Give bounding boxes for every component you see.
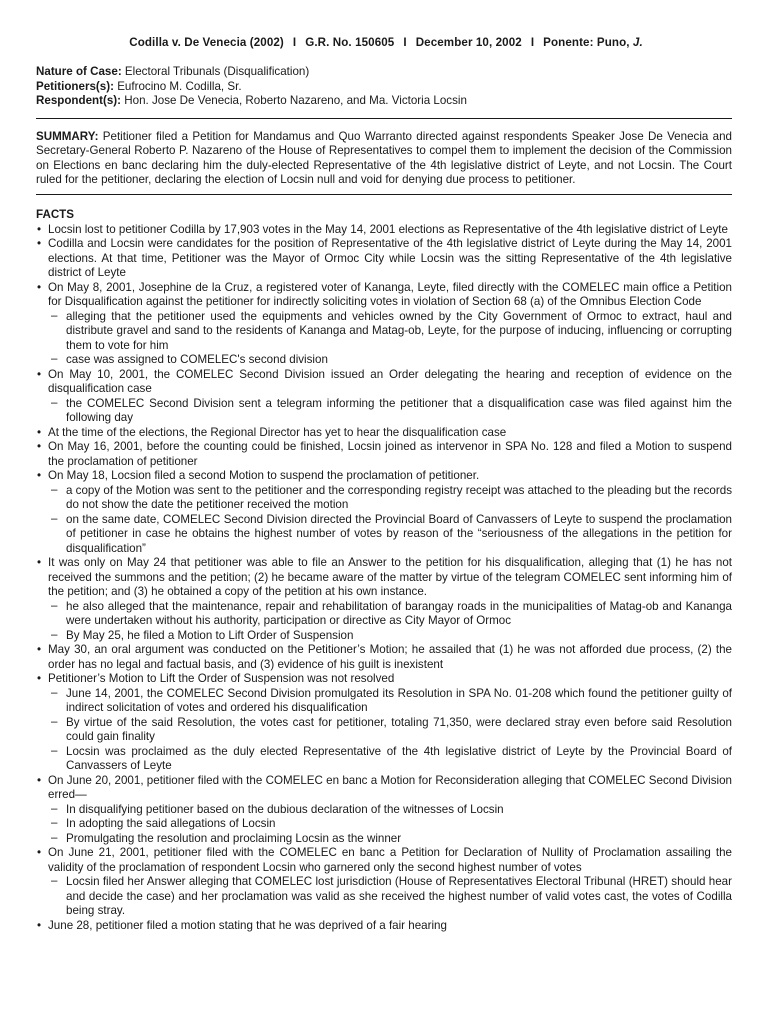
- nature-value: Electoral Tribunals (Disqualification): [124, 65, 310, 78]
- fact-item: [36, 368, 732, 426]
- fact-item: [36, 919, 732, 934]
- divider: [36, 118, 732, 119]
- fact-item: [36, 223, 732, 238]
- fact-subitem: – a copy of the Motion was sent to the petitioner and the corresponding registry receipt was attached to the pleading but the records do not show the date the petitioner received the motion: [48, 484, 732, 513]
- fact-text: June 28, petitioner filed a motion stating that he was deprived of a fair hearing: [48, 918, 447, 932]
- divider: [36, 194, 732, 195]
- fact-subitem: – In disqualifying petitioner based on the dubious declaration of the witnesses of Locsin: [48, 803, 732, 818]
- fact-text: Codilla and Locsin were candidates for the position of Representative of the 4th legislative district of Leyte during the May 14, 2001 elections. At that time, Petitioner was the Mayor of Ormoc City while Locsin was the sitting Representative of the 4th legislative district of Leyte: [48, 237, 732, 280]
- separator: I: [292, 36, 297, 49]
- fact-item: [36, 237, 732, 281]
- fact-text: On May 16, 2001, before the counting could be finished, Locsin joined as intervenor in SPA No. 128 and filed a Motion to suspend the proclamation of petitioner: [48, 440, 732, 468]
- facts-heading: FACTS: [36, 207, 75, 221]
- fact-subitem: – Promulgating the resolution and proclaiming Locsin as the winner: [48, 832, 732, 847]
- fact-subitem: – By virtue of the said Resolution, the votes cast for petitioner, totaling 71,350, were declared stray even before said Resolution could gain finality: [48, 716, 732, 745]
- fact-subitem: – June 14, 2001, the COMELEC Second Division promulgated its Resolution in SPA No. 01-208 which found the petitioner guilty of indirect solicitation of votes and ordered his disqualification: [48, 687, 732, 716]
- fact-text: On May 10, 2001, the COMELEC Second Division issued an Order delegating the hearing and reception of evidence on the disqualification case: [48, 367, 732, 396]
- fact-subitem: – on the same date, COMELEC Second Division directed the Provincial Board of Canvassers of Leyte to suspend the proclamation of petitioner in case he obtains the highest number of votes by reason of the “seriousness of the allegations in the petition for disqualification”: [48, 513, 732, 557]
- case-number: G.R. No. 150605: [305, 36, 395, 49]
- case-caption: [40, 36, 732, 49]
- fact-subitem: – Locsin was proclaimed as the duly elected Representative of the 4th legislative district of Leyte by the Provincial Board of Canvassers of Leyte: [48, 745, 732, 774]
- fact-subitems: [48, 803, 732, 847]
- nature-label: Nature of Case:: [36, 65, 122, 78]
- fact-item: [36, 643, 732, 672]
- fact-subitem: – Locsin filed her Answer alleging that COMELEC lost jurisdiction (House of Representatives Electoral Tribunal (HRET) should hear and decide the case) and her proclamation was valid as she received the highest number of valid votes cast, the votes of Codilla being stray.: [48, 875, 732, 919]
- fact-subitems: [48, 310, 732, 368]
- nature-of-case: [36, 65, 732, 80]
- respondents-value: Hon. Jose De Venecia, Roberto Nazareno, and Ma. Victoria Locsin: [124, 94, 467, 107]
- fact-item: [36, 556, 732, 643]
- fact-subitem: – he also alleged that the maintenance, repair and rehabilitation of barangay roads in the municipalities of Matag-ob and Kananga were undertaken without his authority, participation or directive as City Mayor of Ormoc: [48, 600, 732, 629]
- fact-text: It was only on May 24 that petitioner was able to file an Answer to the petition for his disqualification, alleging that (1) he has not received the summons and the petition; (2) he became aware of the matter by virtue of the telegram COMELEC sent informing him of the petition; and (3) he obtained a copy of the petition at his own instance.: [48, 556, 732, 599]
- fact-subitem: – In adopting the said allegations of Locsin: [48, 817, 732, 832]
- fact-subitem: – the COMELEC Second Division sent a telegram informing the petitioner that a disqualification case was filed against him the following day: [48, 397, 732, 426]
- fact-subitem: – case was assigned to COMELEC's second division: [48, 353, 732, 368]
- fact-subitems: [48, 397, 732, 426]
- fact-text: On June 21, 2001, petitioner filed with the COMELEC en banc a Petition for Declaration of Nullity of Proclamation assailing the validity of the proclamation of respondent Locsin who garnered only the second highest number of votes: [48, 846, 732, 874]
- ponente-name: Puno,: [596, 36, 630, 49]
- fact-text: On May 18, Locsion filed a second Motion to suspend the proclamation of petitioner.: [48, 469, 480, 483]
- fact-text: On May 8, 2001, Josephine de la Cruz, a registered voter of Kananga, Leyte, filed directly with the COMELEC main office a Petition for Disqualification against the petitioner for indirectly soliciting votes in violation of Section 68 (a) of the Omnibus Election Code: [48, 280, 732, 309]
- fact-subitems: [48, 875, 732, 919]
- petitioners: [36, 80, 732, 95]
- fact-item: [36, 281, 732, 368]
- separator: I: [403, 36, 407, 49]
- summary-label: SUMMARY:: [36, 129, 99, 143]
- respondents: [36, 94, 732, 109]
- fact-item: [36, 426, 732, 441]
- fact-text: Locsin lost to petitioner Codilla by 17,903 votes in the May 14, 2001 elections as Representative of the 4th legislative district of Leyte: [48, 222, 728, 236]
- fact-item: [36, 672, 732, 774]
- fact-text: Petitioner’s Motion to Lift the Order of Suspension was not resolved: [48, 672, 395, 686]
- fact-item: [36, 440, 732, 469]
- ponente-label: Ponente:: [543, 36, 594, 49]
- respondents-label: Respondent(s):: [36, 94, 122, 107]
- fact-text: May 30, an oral argument was conducted on the Petitioner’s Motion; he assailed that (1) he was not afforded due process, (2) the order has no legal and factual basis, and (3) evidence of his guilt is inexistent: [48, 643, 732, 671]
- summary: [36, 130, 732, 188]
- petitioners-value: Eufrocino M. Codilla, Sr.: [117, 79, 242, 93]
- fact-text: At the time of the elections, the Regional Director has yet to hear the disqualification case: [48, 425, 507, 439]
- fact-subitems: [48, 484, 732, 557]
- fact-item: [36, 774, 732, 847]
- petitioners-label: Petitioners(s):: [36, 79, 114, 93]
- decision-date: December 10, 2002: [415, 36, 522, 49]
- fact-subitem: – alleging that the petitioner used the equipments and vehicles owned by the City Government of Ormoc to extract, haul and distribute gravel and sand to the residents of Kananga and Matag-ob, Leyte, for the purpose of inducing, influencing or corrupting them to vote for him: [48, 310, 732, 354]
- case-title: Codilla v. De Venecia (2002): [129, 36, 284, 49]
- fact-text: On June 20, 2001, petitioner filed with the COMELEC en banc a Motion for Reconsideration alleging that COMELEC Second Division erred—: [48, 773, 732, 802]
- fact-subitems: [48, 687, 732, 774]
- case-details: [36, 65, 732, 109]
- ponente-justice: J.: [632, 36, 643, 49]
- facts-list: [36, 223, 732, 934]
- separator: I: [530, 36, 535, 49]
- summary-text: Petitioner filed a Petition for Mandamus and Quo Warranto directed against respondents Speaker Jose De Venecia and Secretary-General Roberto P. Nazareno of the House of Representatives to compel them to implement the decision of the Commission on Elections en banc declaring him the duly-elected Representative of the 4th legislative district of Leyte, and not Locsin. The Court ruled for the petitioner, declaring the election of Locsin null and void for denying due process to petitioner.: [36, 129, 732, 187]
- fact-item: [36, 469, 732, 556]
- fact-subitem: – By May 25, he filed a Motion to Lift Order of Suspension: [48, 629, 732, 644]
- fact-subitems: [48, 600, 732, 644]
- fact-item: [36, 846, 732, 919]
